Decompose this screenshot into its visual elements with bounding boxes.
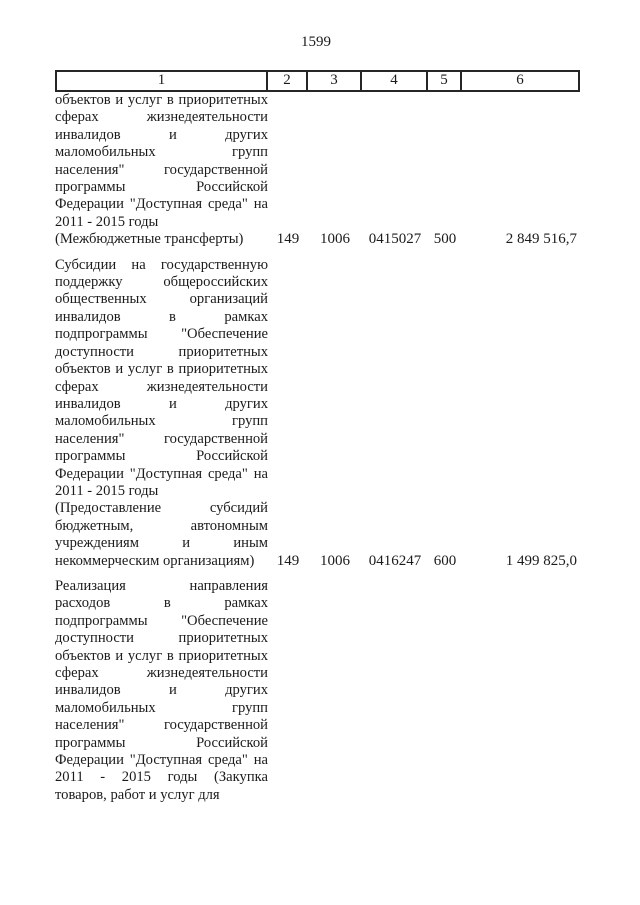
text-line: объектов и услуг в приоритетных	[55, 92, 268, 108]
text-line: населения" государственной	[55, 717, 268, 734]
text-line: общественных организаций	[55, 291, 268, 308]
text-line: объектов и услуг в приоритетных	[55, 647, 268, 664]
text-line: Субсидии на государственную	[55, 256, 268, 273]
text-line: инвалидов в рамках	[55, 308, 268, 325]
text-line: 2011 - 2015 годы (Закупка	[55, 769, 268, 786]
text-line: подпрограммы "Обеспечение	[55, 612, 268, 629]
column-header-2: 2	[268, 72, 308, 90]
row-value-col6: 1 499 825,0	[505, 552, 577, 569]
text-line: подпрограммы "Обеспечение	[55, 326, 268, 343]
text-line: сферах жизнедеятельности	[55, 378, 268, 395]
row-description	[55, 578, 268, 804]
text-line: Федерации "Доступная среда" на	[55, 196, 268, 213]
text-line: программы Российской	[55, 179, 268, 196]
text-line: сферах жизнедеятельности	[55, 665, 268, 681]
table-row	[55, 92, 580, 249]
row-value-col2: 149	[276, 552, 300, 569]
text-line: товаров, работ и услуг для	[55, 786, 220, 803]
text-line: доступности приоритетных	[55, 343, 268, 360]
text-line: Реализация направления	[55, 577, 268, 594]
text-line: некоммерческим организациям)	[55, 552, 255, 569]
text-line: инвалидов и других	[55, 682, 268, 699]
text-line: 2011 - 2015 годы	[55, 213, 159, 230]
text-line: населения" государственной	[55, 430, 268, 447]
text-line: расходов в рамках	[55, 595, 268, 612]
column-header-6: 6	[516, 72, 524, 88]
row-value-col2: 149	[276, 231, 300, 248]
text-line: маломобильных групп	[55, 413, 268, 430]
text-line: Федерации "Доступная среда" на	[55, 465, 268, 482]
text-line: учреждениям и иным	[55, 535, 268, 552]
table-body	[55, 92, 580, 804]
table-header-row	[55, 70, 580, 92]
text-line: программы Российской	[55, 448, 268, 465]
row-description	[55, 257, 268, 570]
text-line: сферах жизнедеятельности	[55, 109, 268, 126]
text-line: 2011 - 2015 годы	[55, 482, 159, 499]
table-row	[55, 257, 580, 570]
row-value-col5: 500	[433, 231, 457, 248]
row-value-col4: 0415027	[368, 231, 422, 248]
text-line: бюджетным, автономным	[55, 517, 268, 534]
row-value-col6: 2 849 516,7	[505, 231, 577, 248]
text-line: населения" государственной	[55, 161, 268, 178]
row-value-col4: 0416247	[368, 552, 422, 569]
column-header-5: 5	[428, 72, 462, 90]
row-value-col3: 1006	[320, 231, 350, 248]
column-header-4: 4	[362, 72, 428, 90]
text-line: маломобильных групп	[55, 144, 268, 161]
text-line: поддержку общероссийских	[55, 274, 268, 291]
row-value-col3: 1006	[320, 552, 350, 569]
text-line: маломобильных групп	[55, 699, 268, 716]
text-line: доступности приоритетных	[55, 630, 268, 647]
text-line: (Межбюджетные трансферты)	[55, 231, 244, 248]
text-line: инвалидов и других	[55, 395, 268, 412]
text-line: Федерации "Доступная среда" на	[55, 752, 268, 769]
text-line: (Предоставление субсидий	[55, 500, 268, 517]
column-header-3: 3	[308, 72, 362, 90]
table-row	[55, 578, 580, 804]
column-header-1: 1	[57, 72, 268, 90]
row-description	[55, 92, 268, 249]
text-line: объектов и услуг в приоритетных	[55, 361, 268, 378]
page-number: 1599	[301, 34, 331, 50]
text-line: программы Российской	[55, 734, 268, 751]
row-value-col5: 600	[433, 552, 457, 569]
text-line: инвалидов и других	[55, 126, 268, 143]
budget-table	[55, 70, 580, 804]
